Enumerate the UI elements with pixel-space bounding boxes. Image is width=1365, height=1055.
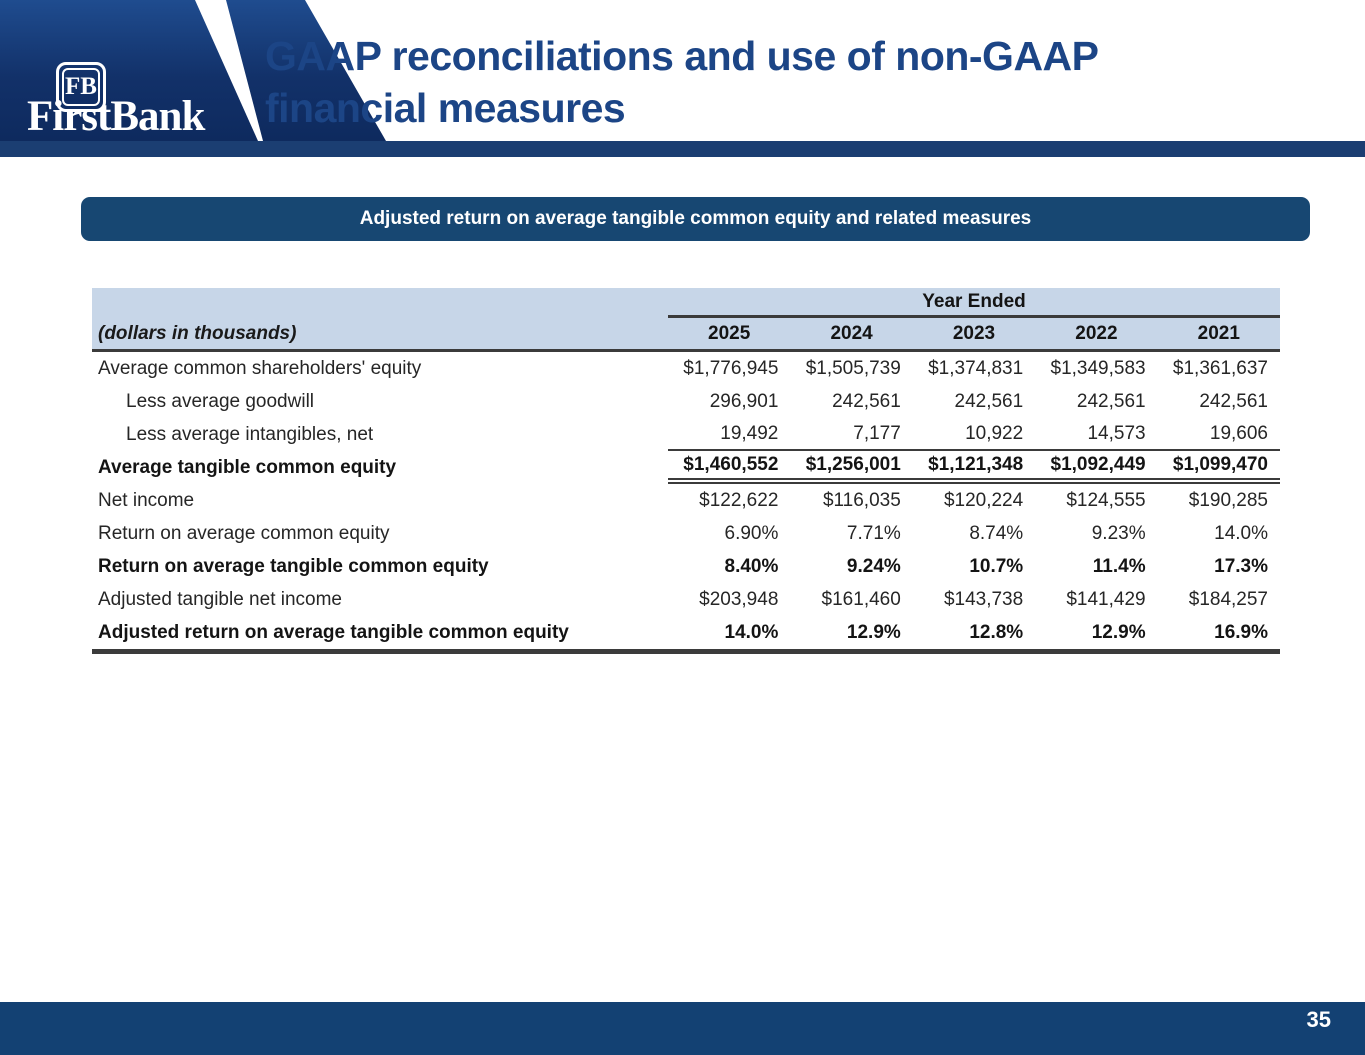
- row-label: Adjusted tangible net income: [98, 588, 342, 610]
- cell-value: 12.9%: [1091, 621, 1146, 643]
- cell-value: 14.0%: [1214, 522, 1268, 544]
- slide-title-line2: financial measures: [265, 85, 626, 131]
- cell-value: $116,035: [822, 489, 901, 511]
- cell-value: $184,257: [1188, 588, 1268, 610]
- cell-value: 12.8%: [969, 621, 1024, 643]
- table-row: [92, 352, 1280, 385]
- row-label: Average common shareholders' equity: [98, 357, 422, 379]
- cell-value: $141,429: [1066, 588, 1146, 610]
- cell-value: 8.40%: [724, 555, 779, 577]
- cell-value: $1,505,739: [805, 357, 901, 379]
- page-number: 35: [1306, 1007, 1331, 1032]
- cell-value: 296,901: [709, 390, 779, 412]
- cell-value: $190,285: [1188, 489, 1268, 511]
- cell-value: $1,099,470: [1158, 451, 1280, 484]
- table-bottom-rule: [92, 649, 1280, 654]
- cell-value: $120,224: [943, 489, 1024, 511]
- year-column-header: 2025: [708, 322, 751, 344]
- cell-value: 19,492: [668, 418, 790, 451]
- cell-value: 14.0%: [724, 621, 779, 643]
- cell-value: $1,776,945: [683, 357, 779, 379]
- row-label: Return on average common equity: [98, 522, 390, 544]
- table-row: [92, 451, 1280, 484]
- year-column-header: 2021: [1197, 322, 1240, 344]
- cell-value: $161,460: [821, 588, 901, 610]
- row-label: Less average goodwill: [126, 390, 315, 412]
- cell-value: $1,256,001: [790, 451, 912, 484]
- cell-value: 10,922: [913, 418, 1035, 451]
- year-columns-row: [92, 318, 1280, 349]
- cell-value: $1,121,348: [913, 451, 1035, 484]
- cell-value: $1,361,637: [1172, 357, 1268, 379]
- cell-value: 16.9%: [1214, 621, 1268, 643]
- slide-header: [0, 0, 1365, 157]
- cell-value: 7,177: [790, 418, 912, 451]
- cell-value: 242,561: [954, 390, 1024, 412]
- cell-value: 9.24%: [846, 555, 901, 577]
- row-label: Less average intangibles, net: [126, 423, 374, 445]
- cell-value: $124,555: [1066, 489, 1146, 511]
- table-body: [92, 352, 1280, 649]
- cell-value: $143,738: [943, 588, 1024, 610]
- cell-value: $1,092,449: [1035, 451, 1157, 484]
- table-row: [92, 484, 1280, 517]
- slide-title: [265, 30, 1099, 134]
- table-header: [92, 288, 1280, 352]
- financial-table: [92, 288, 1280, 654]
- year-column-header: 2024: [830, 322, 873, 344]
- cell-value: 9.23%: [1091, 522, 1146, 544]
- cell-value: 11.4%: [1092, 555, 1146, 577]
- fb-monogram: FB: [62, 68, 100, 106]
- cell-value: 242,561: [1199, 390, 1268, 412]
- slide-title-line1: GAAP reconciliations and use of non-GAAP: [265, 33, 1099, 79]
- cell-value: 17.3%: [1214, 555, 1268, 577]
- year-ended-label: Year Ended: [668, 288, 1280, 318]
- firstbank-logo-wordmark: FirstBank: [27, 93, 205, 140]
- row-label: Average tangible common equity: [98, 456, 397, 478]
- section-banner-label: Adjusted return on average tangible common equity and related measures: [359, 208, 1032, 229]
- cell-value: 19,606: [1158, 418, 1280, 451]
- cell-value: $203,948: [699, 588, 779, 610]
- cell-value: $1,349,583: [1050, 357, 1146, 379]
- header-divider-bar: [0, 141, 1365, 157]
- cell-value: $1,374,831: [928, 357, 1024, 379]
- slide-footer: [0, 1002, 1365, 1055]
- cell-value: 8.74%: [969, 522, 1024, 544]
- table-row: [92, 550, 1280, 583]
- row-label: Adjusted return on average tangible common equity: [98, 621, 569, 643]
- cell-value: 14,573: [1035, 418, 1157, 451]
- cell-value: 6.90%: [724, 522, 779, 544]
- row-label: Net income: [98, 489, 195, 511]
- table-row: [92, 418, 1280, 451]
- table-row: [92, 583, 1280, 616]
- cell-value: 242,561: [1076, 390, 1146, 412]
- year-column-header: 2022: [1075, 322, 1118, 344]
- year-column-header: 2023: [952, 322, 996, 344]
- cell-value: 10.7%: [969, 555, 1024, 577]
- cell-value: 12.9%: [846, 621, 901, 643]
- cell-value: 242,561: [832, 390, 901, 412]
- row-label: Return on average tangible common equity: [98, 555, 489, 577]
- cell-value: $1,460,552: [668, 451, 790, 484]
- section-banner: [81, 197, 1310, 241]
- table-row: [92, 517, 1280, 550]
- cell-value: 7.71%: [846, 522, 901, 544]
- cell-value: $122,622: [699, 489, 779, 511]
- table-row: [92, 616, 1280, 649]
- table-row: [92, 385, 1280, 418]
- year-ended-row: [92, 288, 1280, 318]
- dollars-in-thousands-label: (dollars in thousands): [98, 322, 297, 344]
